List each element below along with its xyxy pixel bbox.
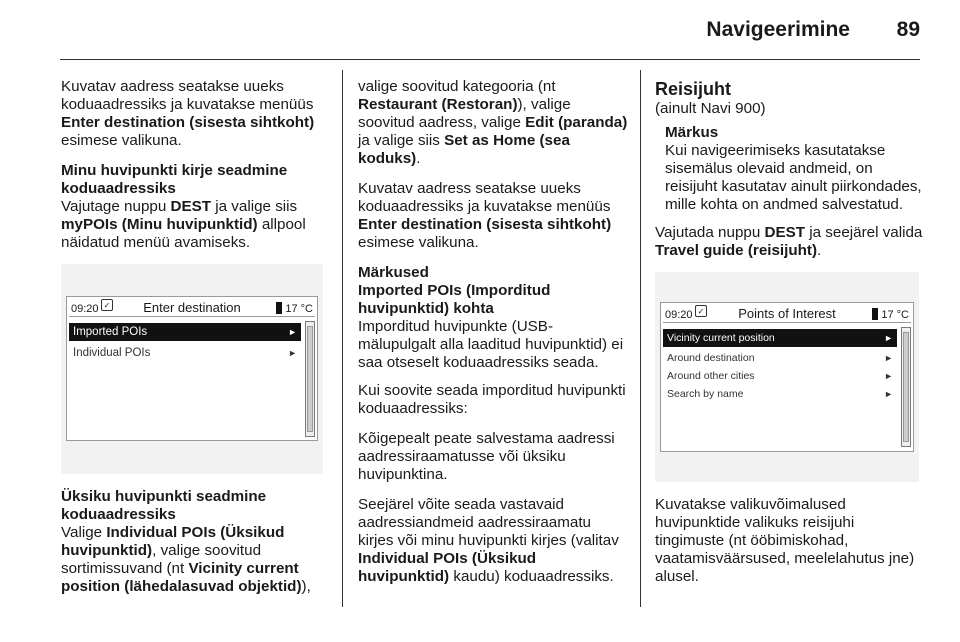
page-title: Navigeerimine (706, 18, 850, 41)
chevron-right-icon: ► (884, 371, 893, 381)
temperature: 17 °C (872, 306, 909, 324)
paragraph: Kui soovite seada imporditud huvipunkti koduaadressiks: (358, 382, 626, 417)
screenshot-points-of-interest (655, 272, 919, 482)
chevron-right-icon: ► (884, 389, 893, 399)
column-2 (358, 78, 628, 598)
paragraph: (ainult Navi 900) (655, 100, 766, 117)
clock-time: 09:20 (665, 309, 693, 321)
screen-title: Enter destination (143, 300, 241, 315)
subheading: Minu huvipunkti kirje seadmine koduaadressiks (61, 162, 288, 197)
paragraph: Kõigepealt peate salvestama aadressi aadressiraamatusse või üksiku huvipunktina. (358, 430, 615, 483)
paragraph: Vajutage nuppu DEST ja valige siis myPOIs (Minu huvipunktid) allpool näidatud menüü avamiseks. (61, 198, 306, 251)
column-divider (342, 70, 343, 607)
column-1 (61, 78, 333, 608)
menu-item-search-by-name[interactable]: Search by name ► (663, 385, 897, 403)
thermometer-icon (276, 302, 282, 314)
paragraph: Vajutada nuppu DEST ja seejärel valida Travel guide (reisijuht). (655, 224, 923, 259)
menu-item-around-destination[interactable]: Around destination ► (663, 349, 897, 367)
clock-icon: ✓ (101, 299, 113, 311)
clock-time: 09:20 (71, 303, 99, 315)
paragraph: Seejärel võite seada vastavaid aadressiandmeid aadressiraamatu kirjes või minu huvipunkti kirjes (valitav Individual POIs (Üksikud huvipunktid) kaudu) koduaadressiks. (358, 496, 619, 585)
subheading: Üksiku huvipunkti seadmine koduaadressiks (61, 488, 267, 523)
section-title: Reisijuht (655, 79, 732, 99)
screen-title: Points of Interest (738, 306, 836, 321)
paragraph: Kuvatav aadress seatakse uueks koduaadressiks ja kuvatakse menüüs Enter destination (sisesta sihtkoht) esimese valikuna. (61, 78, 315, 149)
scrollbar[interactable] (305, 321, 315, 437)
paragraph: valige soovitud kategooria (nt Restaurant (Restoran)), valige soovitud aadress, valige Edit (paranda) ja valige siis Set as Home (sea koduks). (358, 78, 628, 167)
menu-item-vicinity[interactable]: Vicinity current position ► (663, 329, 897, 347)
paragraph: Kuvatakse valikuvõimalused huvipunktide valikuks reisijuhi tingimuste (nt ööbimiskohad, vaatamisväärsused, meelelahutus jne) alusel. (655, 496, 915, 585)
paragraph: Valige Individual POIs (Üksikud huvipunktid), valige soovitud sortimissuvand (nt Vicinity current position (lähedalasuvad objektid)), (61, 524, 311, 595)
note-block: Märkused Imported POIs (Imporditud huvipunktid) kohta Imporditud huvipunkte (USB-mälupulgalt alla laaditud huvipunktid) ei saa otseselt koduaadressiks seada. (358, 264, 624, 371)
scrollbar[interactable] (901, 327, 911, 447)
paragraph (61, 488, 333, 524)
paragraph: Kuvatav aadress seatakse uueks koduaadressiks ja kuvatakse menüüs Enter destination (sisesta sihtkoht) esimese valikuna. (358, 180, 612, 251)
clock-icon: ✓ (695, 305, 707, 317)
page-number: 89 (896, 18, 920, 41)
chevron-right-icon: ► (288, 348, 297, 358)
temperature: 17 °C (276, 300, 313, 318)
chevron-right-icon: ► (884, 353, 893, 363)
column-divider (640, 70, 641, 607)
menu-item-imported-pois[interactable]: Imported POIs ► (69, 323, 301, 341)
chevron-right-icon: ► (288, 327, 297, 337)
thermometer-icon (872, 308, 878, 320)
paragraph (61, 162, 333, 198)
chevron-right-icon: ► (884, 333, 893, 343)
note-block: Märkus Kui navigeerimiseks kasutatakse sisemälus olevaid andmeid, on reisijuht kasutatav ainult piirkondades, mille kohta on andmed salvestatud. (665, 124, 922, 213)
column-3 (655, 78, 925, 598)
screenshot-enter-destination (61, 264, 323, 474)
page-header (60, 18, 920, 60)
menu-item-individual-pois[interactable]: Individual POIs ► (69, 344, 301, 362)
menu-item-around-other-cities[interactable]: Around other cities ► (663, 367, 897, 385)
